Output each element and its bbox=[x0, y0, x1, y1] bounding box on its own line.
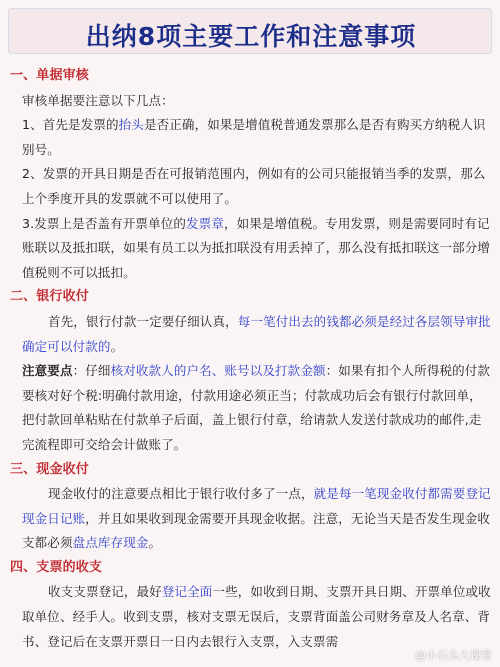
highlight-text: 盘点库存现金 bbox=[72, 535, 149, 551]
highlight-text: 抬头 bbox=[118, 117, 144, 133]
paragraph: 2、发票的开具日期是否在可报销范围内，例如有的公司只能报销当季的发票，那么上个季度开具的发票就不可以使用了。 bbox=[22, 166, 486, 206]
paragraph bbox=[10, 580, 492, 654]
text: 收支支票登记，最好 bbox=[48, 584, 162, 600]
text: 首先，银行付款一定要仔细认真， bbox=[48, 313, 238, 329]
highlight-text: 核对收款人的户名、账号以及打款金额 bbox=[110, 363, 326, 379]
paragraph: 审核单据要注意以下几点： bbox=[22, 92, 174, 108]
highlight-text: 就是每一笔现金收付都需要登记现金日记账 bbox=[22, 486, 491, 526]
text: 1、首先是发票的 bbox=[22, 117, 119, 133]
text: 是否正确，如果是增值税普通发票那么是否有购买方纳税人识别号。 bbox=[22, 117, 486, 157]
text: ，并且如果收到现金需要开具现金收据。注意，无论当天是否发生现金收支都必须 bbox=[22, 510, 491, 551]
section-heading-4: 四、支票的收支 bbox=[10, 559, 103, 575]
watermark: @小石头大课堂 bbox=[415, 649, 492, 662]
text: 。 bbox=[110, 338, 124, 354]
article-body bbox=[10, 64, 492, 654]
highlight-text: 发票章 bbox=[186, 215, 224, 231]
page-title: 出纳8项主要工作和注意事项 bbox=[85, 22, 417, 51]
bold-text: 注意要点 bbox=[22, 363, 73, 379]
text: ：如果有扣个人所得税的付款要核对好个税:明确付款用途，付款用途必须正当；付款成功后会有银行付款回单，把付款回单粘贴在付款单子后面，盖上银行付章，给请款人发送付款成功的邮件,走完流程即可交给会计做账了。 bbox=[22, 363, 491, 452]
paragraph bbox=[10, 310, 492, 359]
title-banner bbox=[8, 8, 492, 54]
text: ，如果是增值税。专用发票，则是需要同时有记账联以及抵扣联，如果有员工以为抵扣联没有用丢掉了，那么没有抵扣联这一部分增值税则不可以抵扣。 bbox=[22, 215, 491, 280]
text: 一些，如收到日期、支票开具日期、开票单位或收取单位、经手人。收到支票，核对支票无误后，支票背面盖公司财务章及人名章、背书、登记后在支票开票日一日内去银行入支票，入支票需 bbox=[22, 584, 491, 649]
text: 现金收付的注意要点相比于银行收付多了一点， bbox=[48, 486, 314, 502]
paragraph bbox=[10, 359, 492, 457]
text: 3.发票上是否盖有开票单位的 bbox=[22, 215, 187, 231]
text: 。 bbox=[148, 535, 162, 551]
paragraph bbox=[10, 113, 492, 162]
section-heading-3: 三、现金收付 bbox=[10, 461, 89, 477]
highlight-text: 每一笔付出去的钱都必须是经过各层领导审批确定可以付款的 bbox=[22, 313, 491, 354]
paragraph bbox=[10, 482, 492, 556]
section-heading-1: 一、单据审核 bbox=[10, 68, 89, 83]
paragraph bbox=[10, 212, 492, 286]
section-heading-2: 二、银行收付 bbox=[10, 289, 89, 305]
highlight-text: 登记全面 bbox=[161, 584, 213, 600]
text: ：仔细 bbox=[72, 363, 111, 379]
